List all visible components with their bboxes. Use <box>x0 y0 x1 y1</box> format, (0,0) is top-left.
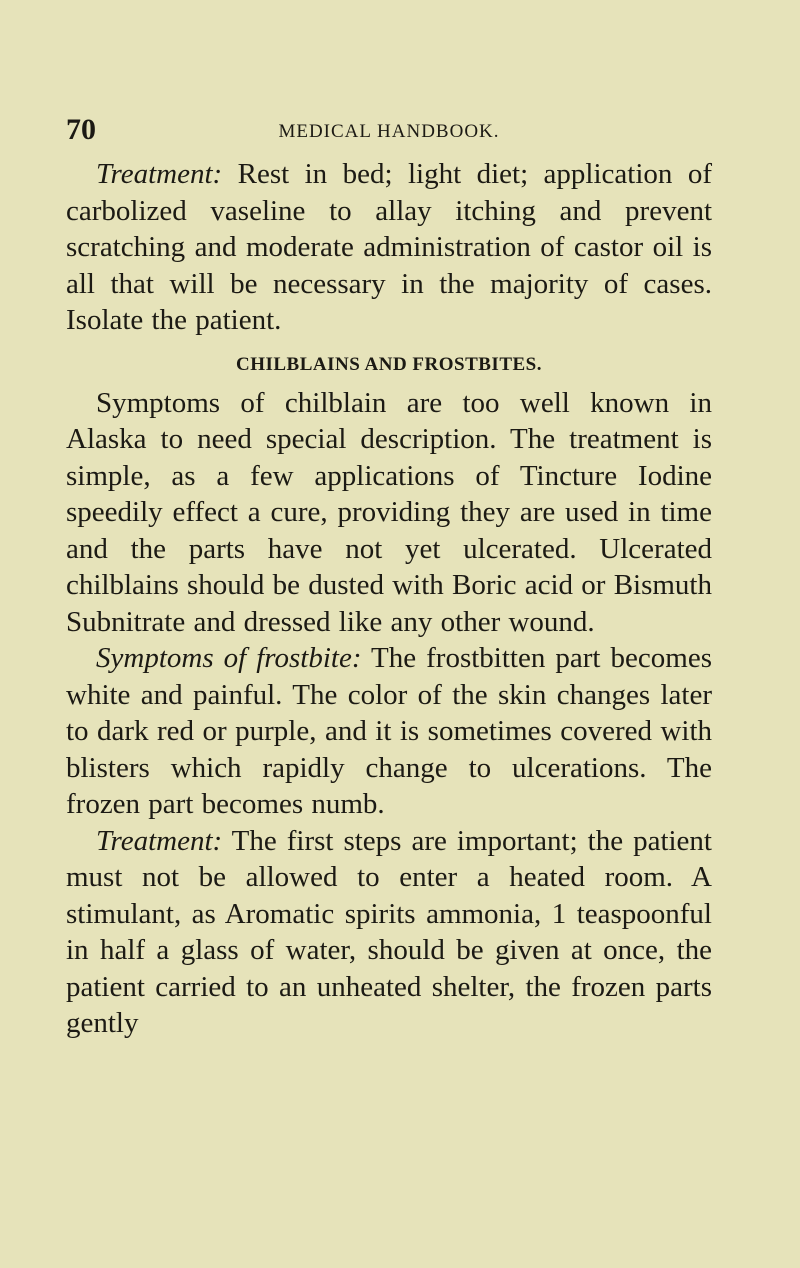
book-page <box>66 112 712 1042</box>
running-head <box>66 112 712 156</box>
paragraph-frostbite-treatment <box>66 823 712 1042</box>
paragraph-chilblain-symptoms <box>66 385 712 641</box>
paragraph-text: The first steps are important; the patient must not be allowed to enter a heated room. A stimulant, as Aromatic spirits ammonia, 1 teaspoonful in half a glass of water, should be given at once, the patient carried to an unheated shelter, the frozen parts gently <box>66 824 712 1039</box>
paragraph-label: Treatment: <box>96 158 223 190</box>
paragraph-label: Treatment: <box>96 824 223 857</box>
paragraph-label: Symptoms of frostbite: <box>96 642 362 674</box>
running-title: MEDICAL HANDBOOK. <box>278 121 500 142</box>
paragraph-treatment-rash <box>66 156 712 339</box>
section-heading: CHILBLAINS AND FROSTBITES. <box>235 353 542 375</box>
paragraph-text: The frostbitten part becomes white and painful. The color of the skin changes later to dark red or purple, and it is sometimes covered with blisters which rapidly change to ulcerations. The frozen part becomes numb. <box>66 642 712 820</box>
paragraph-text: Rest in bed; light diet; application of carbolized vaseline to allay itching and prevent scratching and moderate administration of castor oil is all that will be necessary in the majority of cases. Isolate the patient. <box>66 158 712 336</box>
paragraph-frostbite-symptoms <box>66 640 712 823</box>
paragraph-text: Symptoms of chilblain are too well known in Alaska to need special description. The treatment is simple, as a few applications of Tincture Iodine speedily effect a cure, providing they are used in time and the parts have not yet ulcerated. Ulcerated chilblains should be dusted with Boric acid or Bismuth Subnitrate and dressed like any other wound. <box>66 386 712 638</box>
page-number: 70 <box>66 113 96 146</box>
